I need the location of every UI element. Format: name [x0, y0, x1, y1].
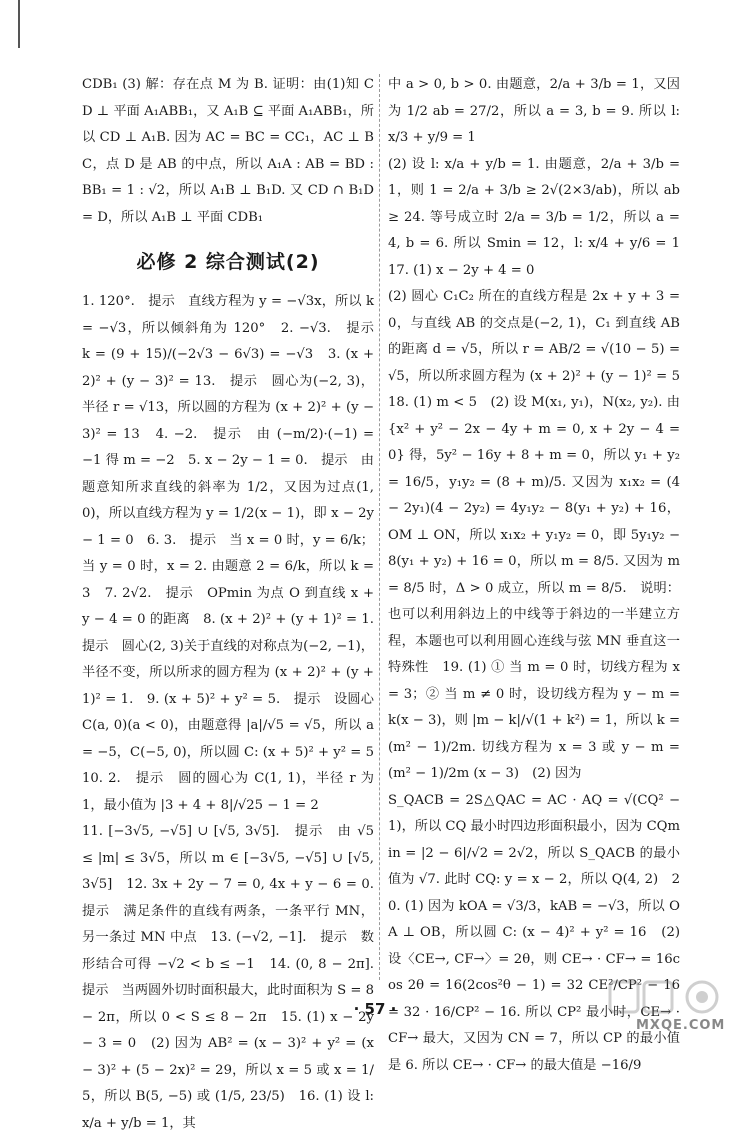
section-title: 必修 2 综合测试(2) — [136, 251, 320, 273]
column-divider — [379, 74, 381, 980]
answers-paragraph-3: 中 a > 0, b > 0. 由题意，2/a + 3/b = 1，又因为 1/2 ab = 27/2，所以 a = 3, b = 9. 所以 l: x/3 + y/9 = 1 — [388, 77, 680, 145]
watermark-text: MXQE.COM — [636, 1018, 726, 1033]
intro-paragraph: CDB₁ (3) 解：存在点 M 为 B. 证明：由(1)知 CD ⊥ 平面 A₁ABB₁，又 A₁B ⊆ 平面 A₁ABB₁，所以 CD ⊥ A₁B. 因为 AC = BC = CC₁，AC ⊥ BC，点 D 是 AB 的中点，所以 A₁A : AB = BD : BB₁ = 1 : √2，所以 A₁B ⊥ B₁D. 又 CD ∩ B₁D = D，所以 A₁B ⊥ 平面 CDB₁ — [82, 77, 374, 225]
answers-paragraph-2: 11. [−3√5, −√5] ∪ [√5, 3√5]. 提示 由 √5 ≤ |m| ≤ 3√5，所以 m ∈ [−3√5, −√5] ∪ [√5, 3√5] 12. 3x + 2y − 7 = 0, 4x + y − 6 = 0. 提示 满足条件的直线有两条，一条平行 MN，另一条过 MN 中点 13. (−√2, −1]. 提示 数形结合可得 −√2 < b ≤ −1 14. (0, 8 − 2π]. 提示 当两圆外切时面积最大，此时面积为 S = 8 − 2π，所以 0 < S ≤ 8 − 2π 15. (1) x − 2y − 3 = 0 (2) 因为 AB² = (x − 3)² + y² = (x − 3)² + (5 − 2x)² = 29，所以 x = 5 或 x = 1/5，所以 B(5, −5) 或 (1/5, 23/5) 16. (1) 设 l: x/a + y/b = 1，其 — [82, 824, 388, 1131]
page-number: · 57 · — [353, 1000, 397, 1018]
answers-paragraph-1: 1. 120°. 提示 直线方程为 y = −√3x，所以 k = −√3，所以倾斜角为 120° 2. −√3. 提示 k = (9 + 15)/(−2√3 − 6√3) = −√3 3. (x + 2)² + (y − 3)² = 13. 提示 圆心为(−2, 3)，半径 r = √13，所以圆的方程为 (x + 2)² + (y − 3)² = 13 4. −2. 提示 由 (−m/2)·(−1) = −1 得 m = −2 5. x − 2y − 1 = 0. 提示 由题意知所求直线的斜率为 1/2，又因为过点(1, 0)，所以直线方程为 y = 1/2(x − 1)，即 x − 2y − 1 = 0 6. 3. 提示 当 x = 0 时，y = 6/k；当 y = 0 时，x = 2. 由题意 2 = 6/k，所以 k = 3 7. 2√2. 提示 OPmin 为点 O 到直线 x + y − 4 = 0 的距离 8. (x + 2)² + (y + 1)² = 1. 提示 圆心(2, 3)关于直线的对称点为(−2, −1)，半径不变，所以所求的圆方程为 (x + 2)² + (y + 1)² = 1. 9. (x + 5)² + y² = 5. 提示 设圆心 C(a, 0)(a < 0)，由题意得 |a|/√5 = √5，所以 a = −5，C(−5, 0)，所以圆 C: (x + 5)² + y² = 5 10. 2. 提示 圆的圆心为 C(1, 1)，半径 r 为 1，最小值为 |3 + 4 + 8|/√25 − 1 = 2 — [82, 294, 388, 813]
margin-rule — [18, 0, 20, 48]
answers-paragraph-5: (2) 圆心 C₁C₂ 所在的直线方程是 2x + y + 3 = 0，与直线 AB 的交点是(−2, 1)，C₁ 到直线 AB 的距离 d = √5，所以 r = AB/2 = √(10 − 5) = √5，所以所求圆方程为 (x + 2)² + (y − 1)² = 5 18. (1) m < 5 (2) 设 M(x₁, y₁)，N(x₂, y₂). 由 {x² + y² − 2x − 4y + m = 0, x + 2y − 4 = 0} 得，5y² − 16y + 8 + m = 0，所以 y₁ + y₂ = 16/5，y₁y₂ = (8 + m)/5. 又因为 x₁x₂ = (4 − 2y₁)(4 − 2y₂) = 4y₁y₂ − 8(y₁ + y₂) + 16，OM ⊥ ON，所以 x₁x₂ + y₁y₂ = 0，即 5y₁y₂ − 8(y₁ + y₂) + 16 = 0，所以 m = 8/5. 又因为 m = 8/5 时，Δ > 0 成立，所以 m = 8/5. 说明：也可以利用斜边上的中线等于斜边的一半建立方程，本题也可以利用圆心连线与弦 MN 垂直这一特殊性 19. (1) ① 当 m = 0 时，切线方程为 x = 3；② 当 m ≠ 0 时，设切线方程为 y − m = k(x − 3)，则 |m − k|/√(1 + k²) = 1，所以 k = (m² − 1)/2m. 切线方程为 x = 3 或 y − m = (m² − 1)/2m (x − 3) (2) 因为 — [388, 289, 694, 781]
answers-paragraph-6: S_QACB = 2S△QAC = AC · AQ = √(CQ² − 1)，所以 CQ 最小时四边形面积最小，因为 CQmin = |2 − 6|/√2 = 2√2，所以 S_QACB 的最小值为 √7. 此时 CQ: y = x − 2，所以 Q(4, 2) 20. (1) 因为 kOA = √3/3，kAB = −√3，所以 OA ⊥ OB，所以圆 C: (x − 4)² + y² = 16 (2) 设〈CE→, CF→〉= 2θ，则 CE→ · CF→ = 16cos 2θ = 16(2cos²θ − 1) = 32 CE²/CP² − 16 = 32 · 16/CP² − 16. 所以 CP² 最小时，CE→ · CF→ 最大，又因为 CN = 7，所以 CP 的最小值是 6. 所以 CE→ · CF→ 的最大值是 −16/9 — [388, 792, 680, 1073]
answers-paragraph-4: (2) 设 l: x/a + y/b = 1. 由题意，2/a + 3/b = 1，则 1 = 2/a + 3/b ≥ 2√(2×3/ab)，所以 ab ≥ 24. 等号成立时 2/a = 3/b = 1/2，所以 a = 4, b = 6. 所以 Smin = 12，l: x/4 + y/6 = 1 17. (1) x − 2y + 4 = 0 — [388, 156, 694, 278]
